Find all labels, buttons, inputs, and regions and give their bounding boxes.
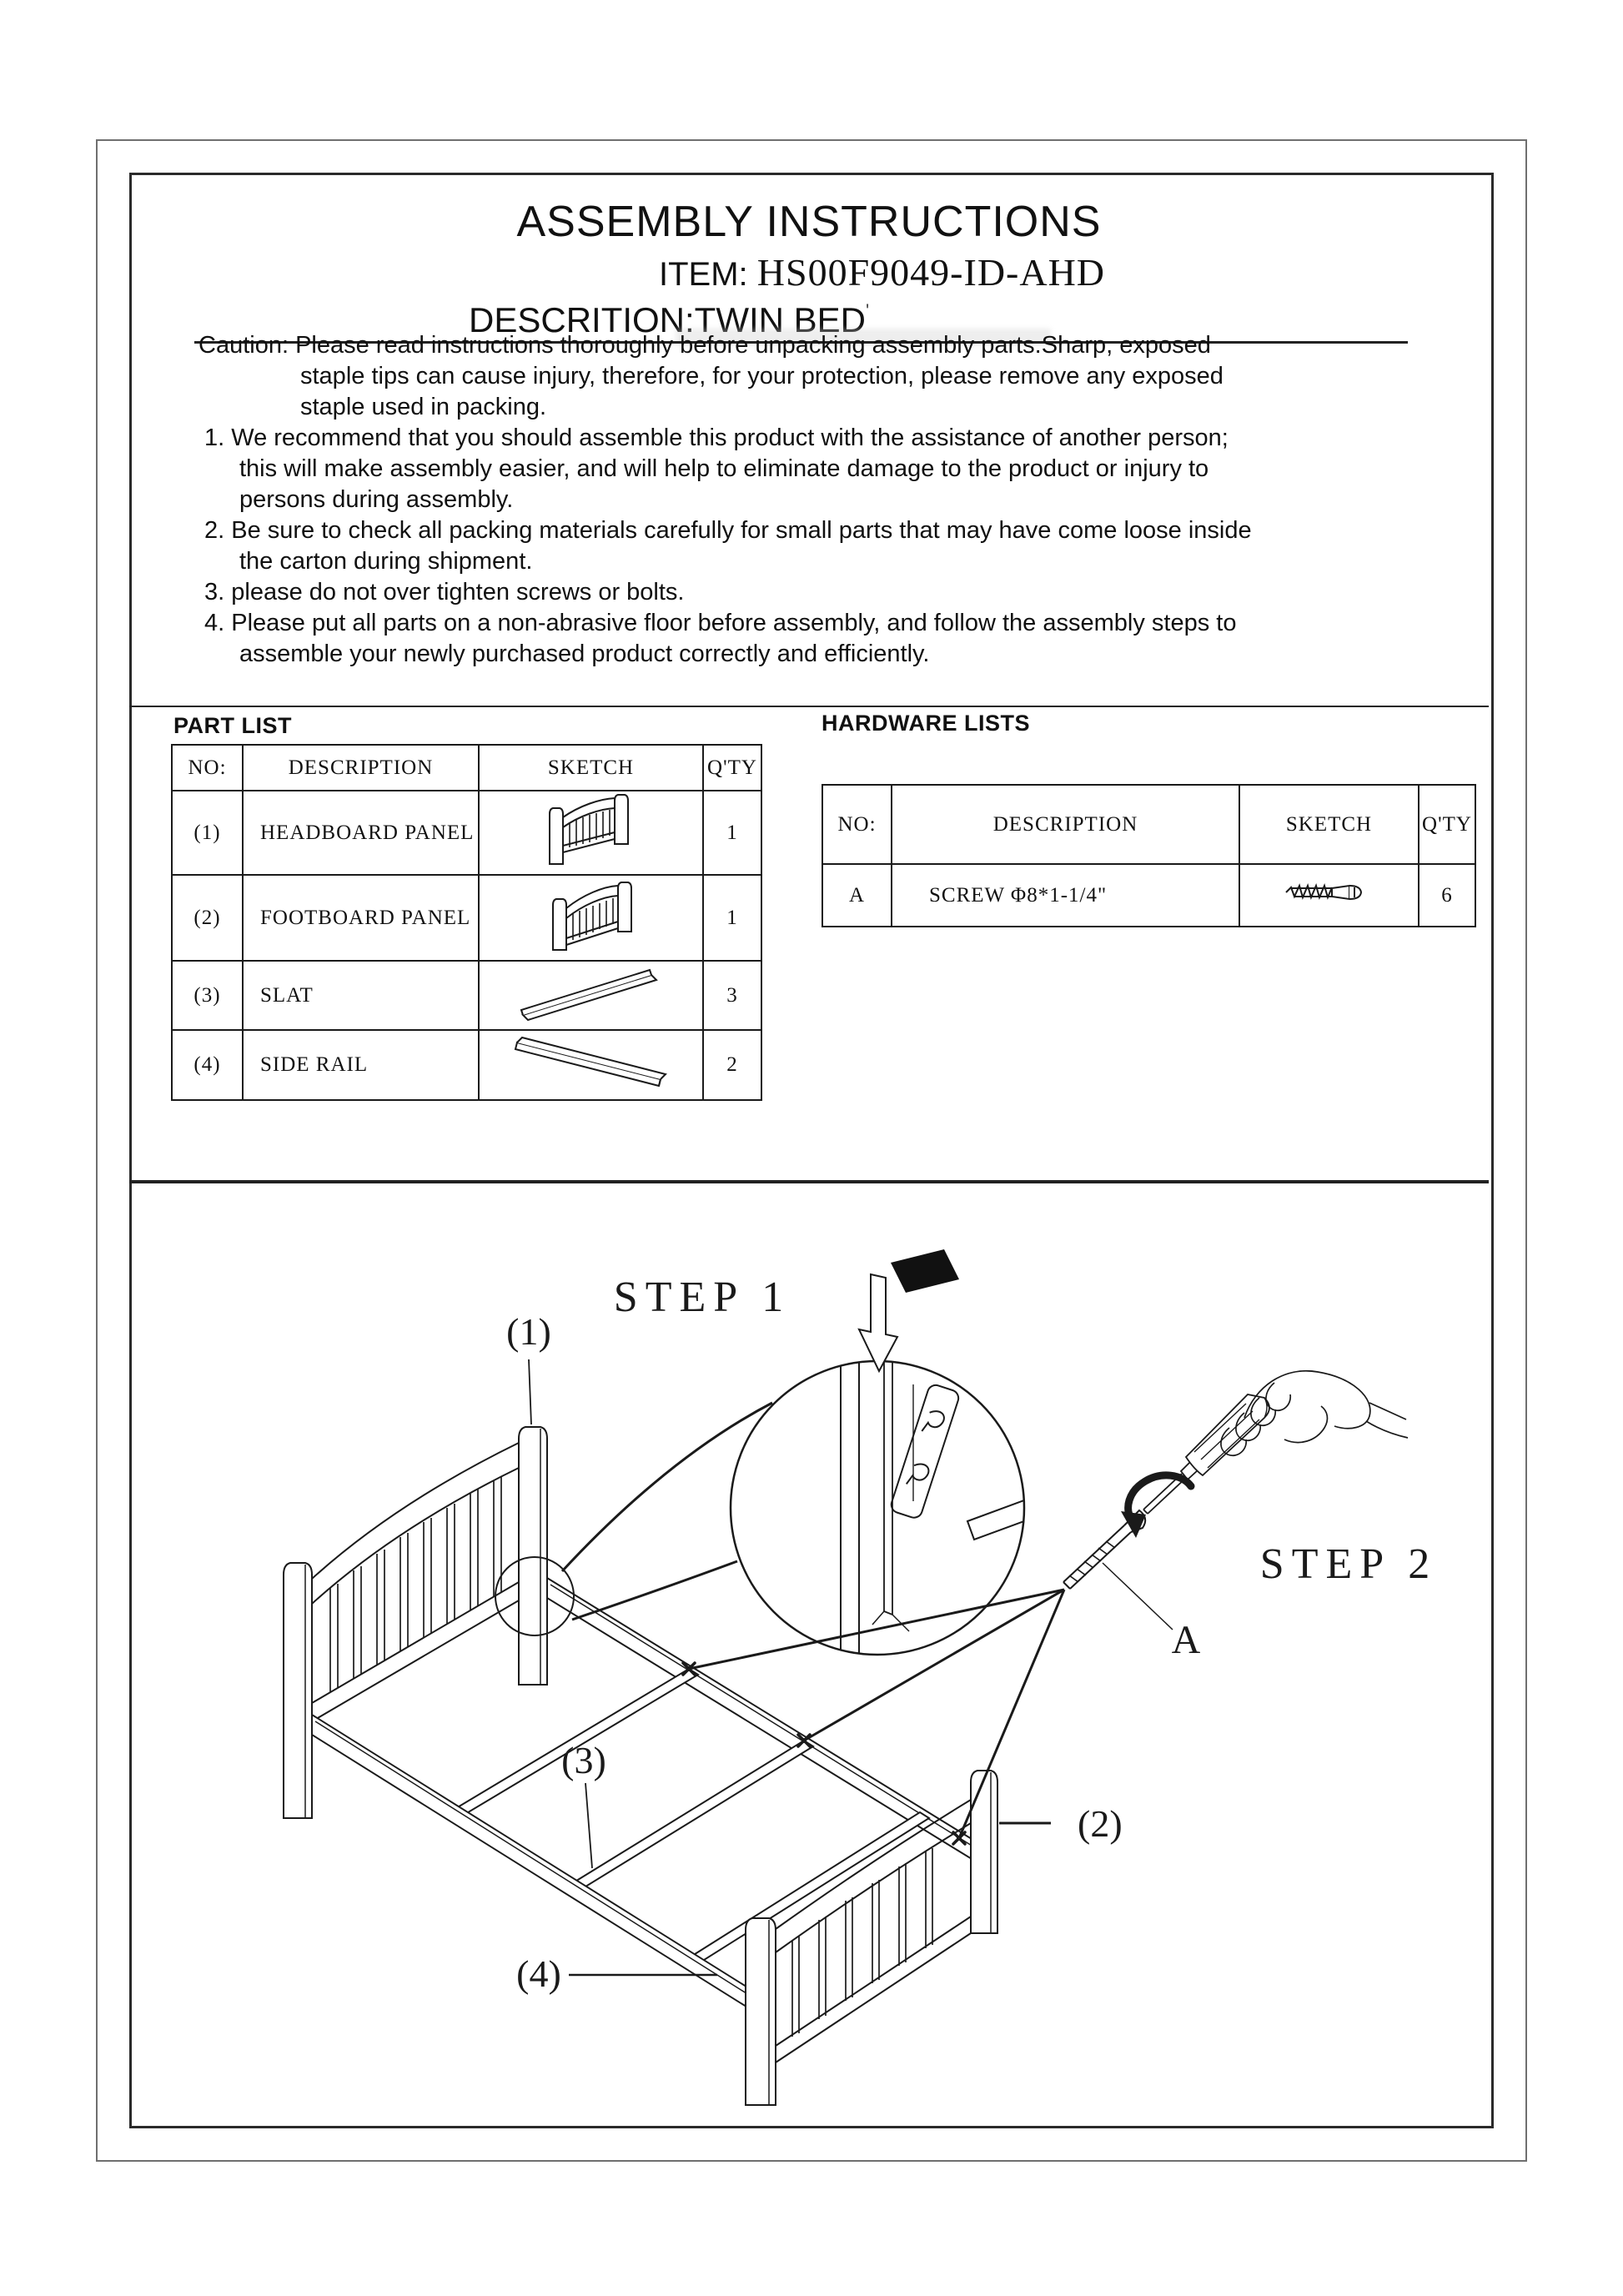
label-slat: (3) (561, 1739, 606, 1781)
page-title: ASSEMBLY INSTRUCTIONS (516, 198, 1102, 246)
note-caution-3: staple used in packing. (300, 394, 547, 420)
note-item2-1: 2. Be sure to check all packing materials carefully for small parts that may have come loose inside (204, 517, 1252, 544)
part-qty: 1 (703, 791, 761, 875)
note-item2-2: the carton during shipment. (239, 548, 533, 575)
step1-label: STEP 1 (613, 1274, 791, 1321)
note-item1-1: 1. We recommend that you should assemble this product with the assistance of another person; (204, 425, 1229, 451)
note-item1-2: this will make assembly easier, and will help to eliminate damage to the product or injury to (239, 455, 1209, 482)
col-sketch: SKETCH (479, 745, 703, 791)
part-desc: SIDE RAIL (243, 1030, 479, 1100)
hardware-list-title: HARDWARE LISTS (822, 711, 1030, 736)
part-qty: 3 (703, 961, 761, 1030)
part-desc: SLAT (243, 961, 479, 1030)
note-item4-1: 4. Please put all parts on a non-abrasive floor before assembly, and follow the assembly steps to (204, 610, 1237, 636)
note-caution-1: Caution: Please read instructions thoroughly before unpacking assembly parts.Sharp, exposed (198, 332, 1211, 359)
col-desc: DESCRIPTION (892, 785, 1239, 864)
label-screw-a: A (1171, 1618, 1201, 1662)
description-line: DESCRITION:TWIN BED' (469, 300, 870, 339)
headboard-drawing (284, 1427, 547, 1818)
item-value: HS00F9049-ID-AHD (756, 251, 1106, 294)
hardware-desc: SCREW Φ8*1-1/4" (892, 864, 1239, 927)
step2-label: STEP 2 (1259, 1540, 1438, 1588)
hardware-no: A (822, 864, 892, 927)
part-no: (1) (172, 791, 243, 875)
stray-scan-mark: ' (866, 300, 870, 321)
note-item3-1: 3. please do not over tighten screws or bolts. (204, 579, 685, 605)
hardware-qty: 6 (1419, 864, 1475, 927)
col-qty: Q'TY (703, 745, 761, 791)
item-label: ITEM: (659, 256, 748, 293)
part-list-title: PART LIST (173, 713, 292, 738)
part-desc: HEADBOARD PANEL (243, 791, 479, 875)
magnifier-connector-lower (572, 1561, 737, 1620)
part-desc: FOOTBOARD PANEL (243, 875, 479, 961)
part-no: (4) (172, 1030, 243, 1100)
col-no: NO: (822, 785, 892, 864)
part-qty: 2 (703, 1030, 761, 1100)
part-qty: 1 (703, 875, 761, 961)
note-caution-2: staple tips can cause injury, therefore, for your protection, please remove any exposed (300, 363, 1224, 389)
label-side-rail: (4) (516, 1952, 561, 1995)
footboard-drawing (746, 1771, 997, 2105)
label-headboard: (1) (506, 1310, 551, 1353)
part-no: (2) (172, 875, 243, 961)
insert-arrow-icon (859, 1249, 959, 1371)
slats-drawing (456, 1669, 929, 1962)
note-item1-3: persons during assembly. (239, 486, 514, 513)
col-no: NO: (172, 745, 243, 791)
note-item4-2: assemble your newly purchased product correctly and efficiently. (239, 641, 930, 667)
col-sketch: SKETCH (1239, 785, 1419, 864)
label-footboard: (2) (1078, 1802, 1123, 1845)
part-no: (3) (172, 961, 243, 1030)
col-qty: Q'TY (1419, 785, 1475, 864)
col-desc: DESCRIPTION (243, 745, 479, 791)
detail-magnifier-circle (731, 1321, 1038, 1664)
